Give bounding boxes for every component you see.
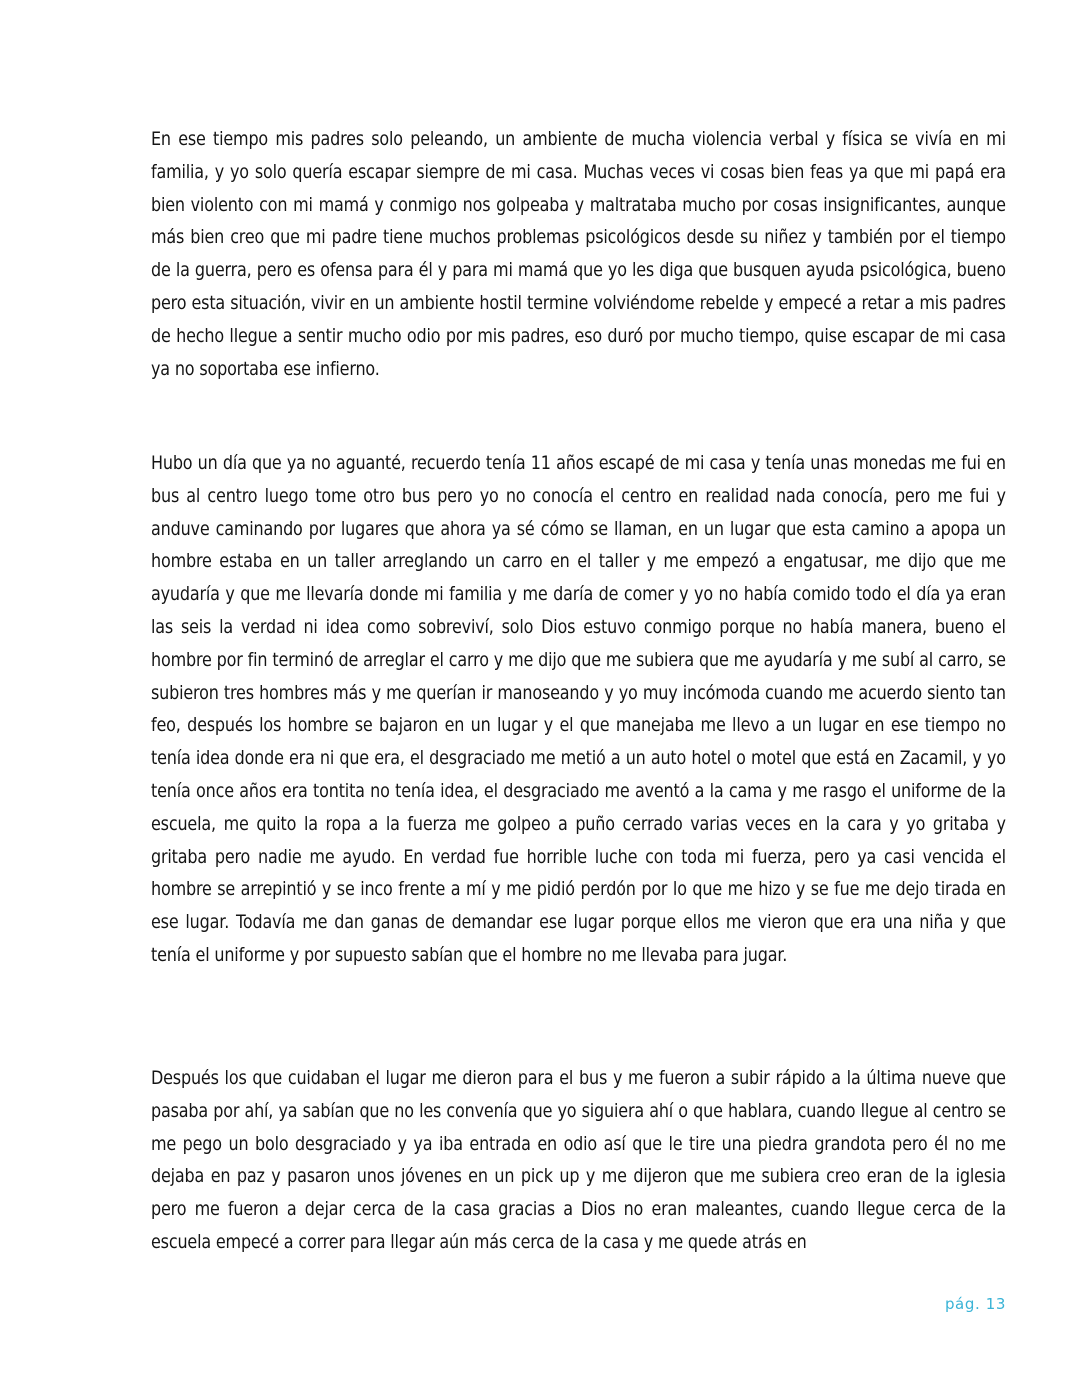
page-number: pág. 13 — [944, 1295, 1006, 1313]
paragraph-3: Después los que cuidaban el lugar me dieron para el bus y me fueron a subir rápido a la última nueve que pasaba por ahí, ya sabían que no les convenía que yo siguiera ahí o que hablara, cuando llegue al centro se me pego un bolo desgraciado y ya iba entrada en odio así que le tire una piedra grandota pero él no me dejaba en paz y pasaron unos jóvenes en un pick up y me dijeron que me subiera creo eran de la iglesia pero me fueron a dejar cerca de la casa gracias a Dios no eran maleantes, cuando llegue cerca de la escuela empecé a correr para llegar aún más cerca de la casa y me quede atrás en — [151, 1068, 1006, 1253]
paragraph-1: En ese tiempo mis padres solo peleando, un ambiente de mucha violencia verbal y física se vivía en mi familia, y yo solo quería escapar siempre de mi casa. Muchas veces vi cosas bien feas ya que mi papá era bien violento con mi mamá y conmigo nos golpeaba y maltrataba mucho por cosas insignificantes, aunque más bien creo que mi padre tiene muchos problemas psicológicos desde su niñez y también por el tiempo de la guerra, pero es ofensa para él y para mi mamá que yo les diga que busquen ayuda psicológica, bueno pero esta situación, vivir en un ambiente hostil termine volviéndome rebelde y empecé a retar a mis padres de hecho llegue a sentir mucho odio por mis padres, eso duró por mucho tiempo, quise escapar de mi casa ya no soportaba ese infierno. — [151, 129, 1006, 380]
paragraph-2: Hubo un día que ya no aguanté, recuerdo tenía 11 años escapé de mi casa y tenía unas monedas me fui en bus al centro luego tome otro bus pero yo no conocía el centro en realidad nada conocía, pero me fui y anduve caminando por lugares que ahora ya sé cómo se llaman, en un lugar que esta camino a apopa un hombre estaba en un taller arreglando un carro en el taller y me empezó a engatusar, me dijo que me ayudaría y que me llevaría donde mi familia y me daría de comer y yo no había comido todo el día ya eran las seis la verdad ni idea como sobreviví, solo Dios estuvo conmigo porque no había manera, bueno el hombre por fin terminó de arreglar el carro y me dijo que me subiera que me ayudaría y me subí al carro, se subieron tres hombres más y me querían ir manoseando y yo muy incómoda cuando me acuerdo siento tan feo, después los hombre se bajaron en un lugar y el que manejaba me llevo a un lugar en ese tiempo no tenía idea donde era ni que era, el desgraciado me metió a un auto hotel o motel que está en Zacamil, y yo tenía once años era tontita no tenía idea, el desgraciado me aventó a la cama y me rasgo el uniforme de la escuela, me quito la ropa a la fuerza me golpeo a puño cerrado varias veces en la cara y yo gritaba y gritaba pero nadie me ayudo. En verdad fue horrible luche con toda mi fuerza, pero ya casi vencida el hombre se arrepintió y se inco frente a mí y me pidió perdón por lo que me hizo y se fue me dejo tirada en ese lugar. Todavía me dan ganas de demandar ese lugar porque ellos me vieron que era una niña y que tenía el uniforme y por supuesto sabían que el hombre no me llevaba para jugar. — [151, 453, 1006, 966]
